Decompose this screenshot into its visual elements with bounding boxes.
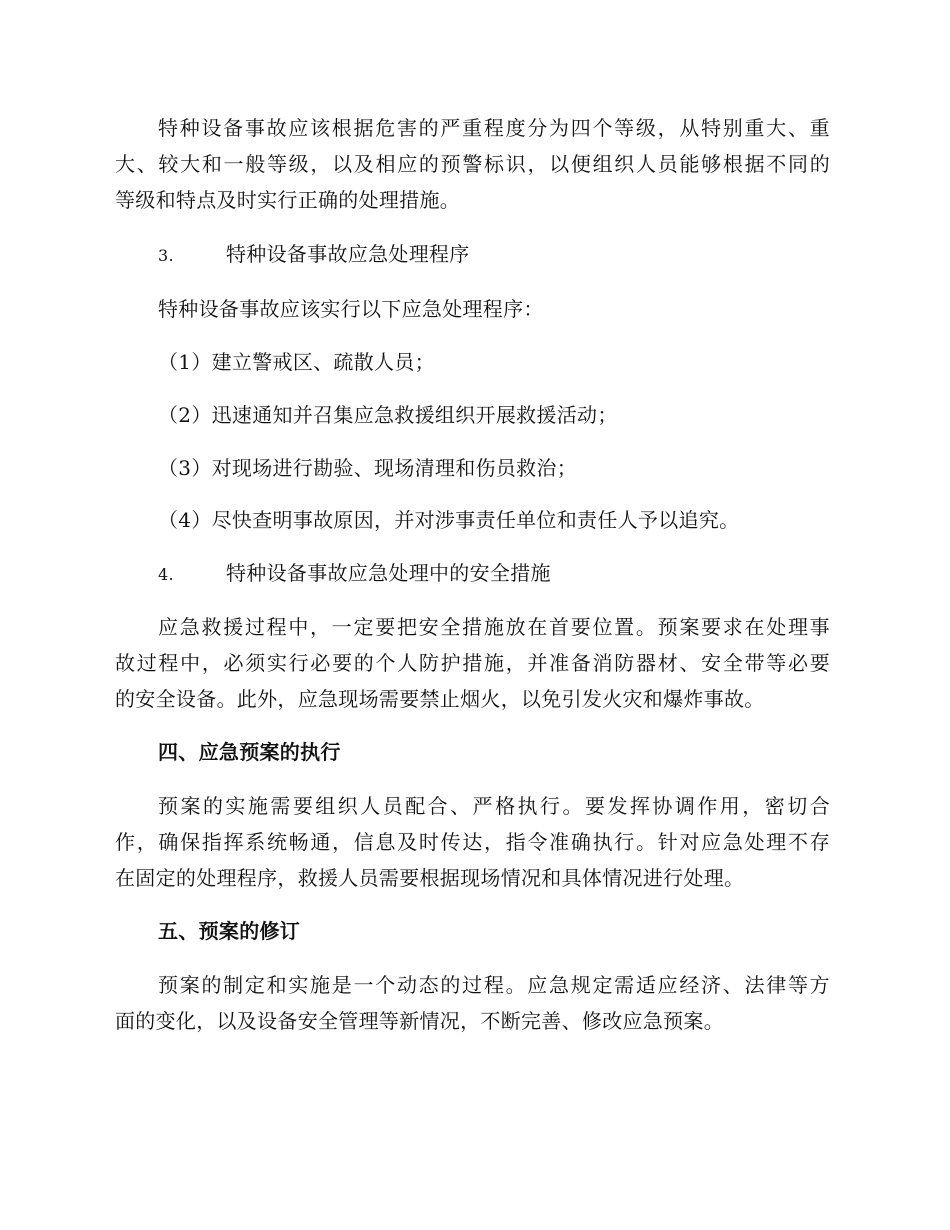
section-number: 3. xyxy=(158,246,174,265)
section-title: 特种设备事故应急处理程序 xyxy=(226,242,470,266)
paragraph-line: 在固定的处理程序，救援人员需要根据现场情况和具体情况进行处理。 xyxy=(115,866,745,890)
section-number: 4. xyxy=(158,565,174,584)
list-item: （3）对现场进行勘验、现场清理和伤员救治； xyxy=(158,456,578,480)
section-intro: 特种设备事故应该实行以下应急处理程序： xyxy=(158,297,544,321)
paragraph-line: 预案的实施需要组织人员配合、严格执行。要发挥协调作用，密切合 xyxy=(158,794,830,818)
paragraph-line: 大、较大和一般等级，以及相应的预警标识，以便组织人员能够根据不同的 xyxy=(115,152,830,176)
chapter-heading: 五、预案的修订 xyxy=(158,919,301,943)
section-heading xyxy=(158,561,551,587)
paragraph-line: 故过程中，必须实行必要的个人防护措施，并准备消防器材、安全带等必要 xyxy=(115,651,830,675)
paragraph-line: 的安全设备。此外，应急现场需要禁止烟火，以免引发火灾和爆炸事故。 xyxy=(115,687,765,711)
paragraph-line: 作，确保指挥系统畅通，信息及时传达，指令准确执行。针对应急处理不存 xyxy=(115,830,830,854)
paragraph-line: 特种设备事故应该根据危害的严重程度分为四个等级，从特别重大、重 xyxy=(158,116,830,140)
list-item: （4）尽快查明事故原因，并对涉事责任单位和责任人予以追究。 xyxy=(158,508,740,532)
paragraph-line: 等级和特点及时实行正确的处理措施。 xyxy=(115,188,461,212)
paragraph-line: 面的变化，以及设备安全管理等新情况，不断完善、修改应急预案。 xyxy=(115,1009,724,1033)
paragraph-line: 预案的制定和实施是一个动态的过程。应急规定需适应经济、法律等方 xyxy=(158,973,830,997)
paragraph-line: 应急救援过程中，一定要把安全措施放在首要位置。预案要求在处理事 xyxy=(158,615,830,639)
list-item: （1）建立警戒区、疏散人员； xyxy=(158,350,435,374)
section-title: 特种设备事故应急处理中的安全措施 xyxy=(226,561,551,585)
chapter-heading: 四、应急预案的执行 xyxy=(158,740,341,764)
section-heading xyxy=(158,242,470,268)
list-item: （2）迅速通知并召集应急救援组织开展救援活动； xyxy=(158,403,618,427)
